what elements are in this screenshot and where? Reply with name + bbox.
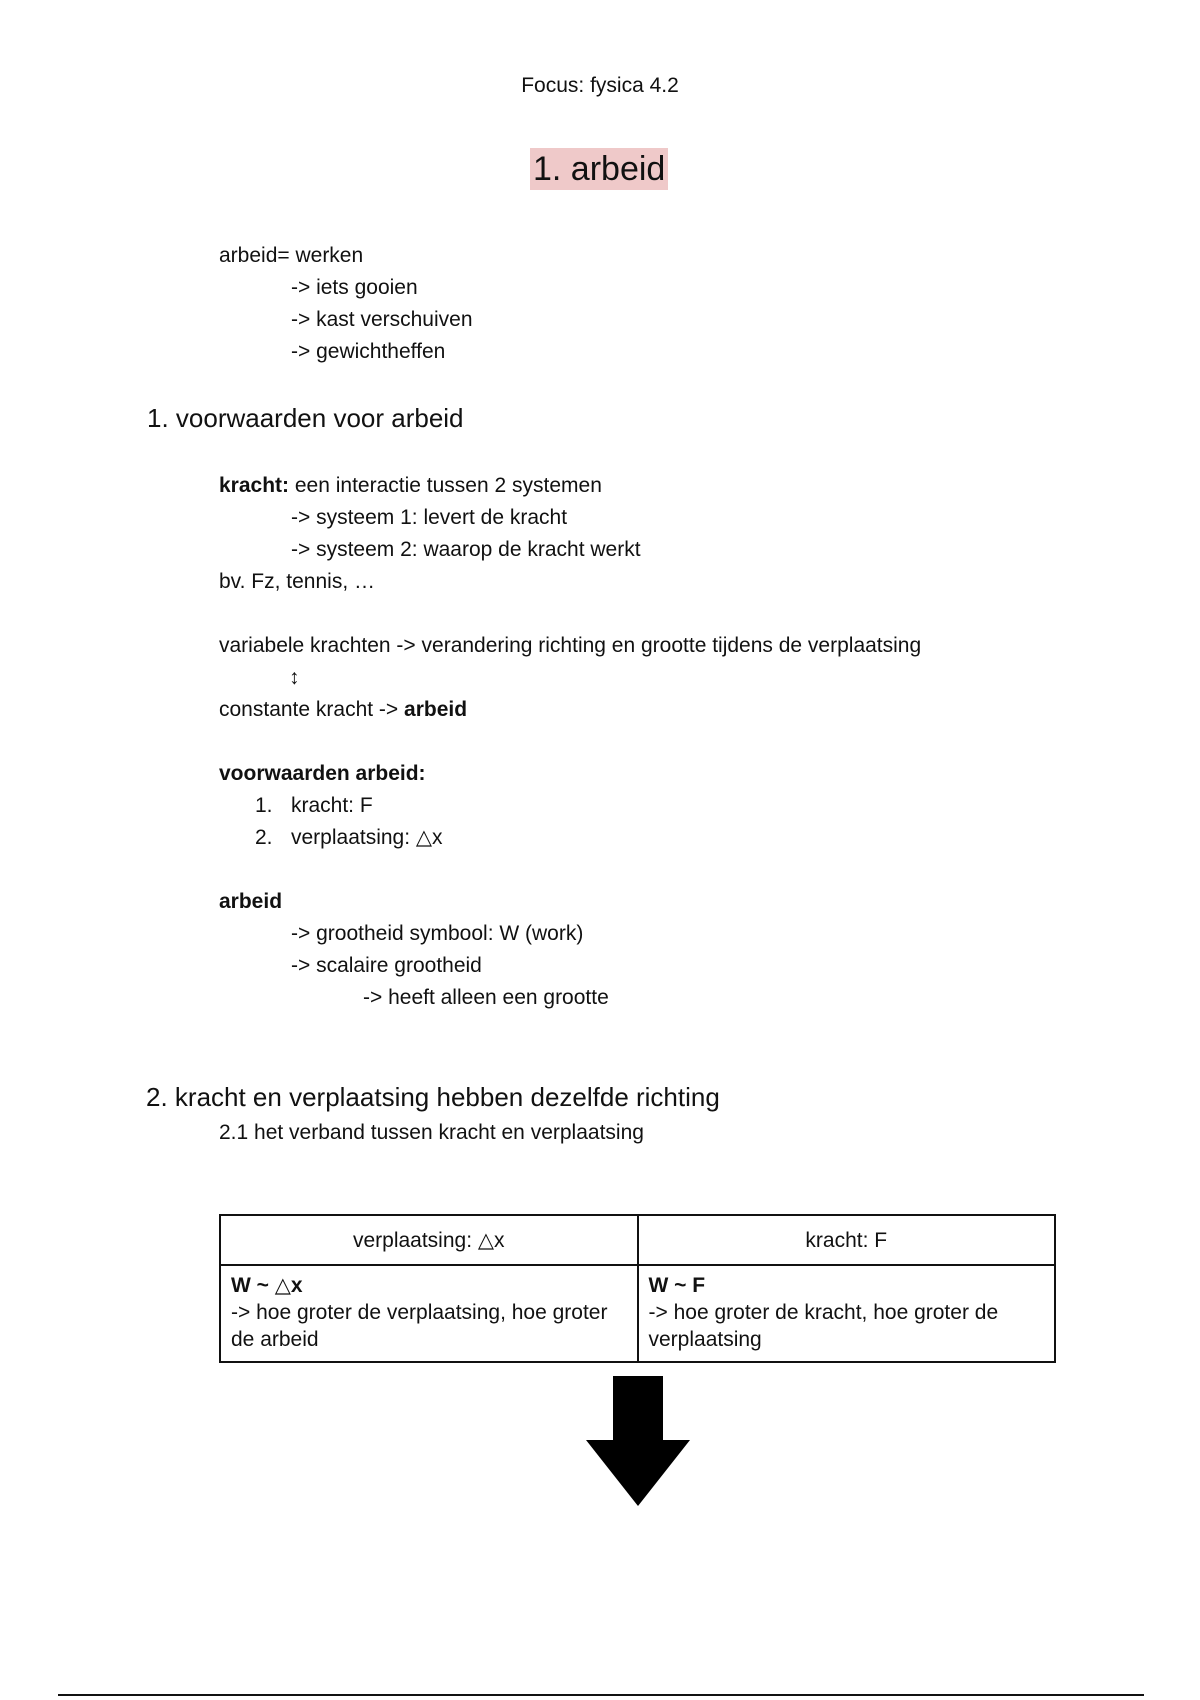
kracht-def: een interactie tussen 2 systemen [289, 474, 602, 497]
table-header-cell: verplaatsing: △x [220, 1215, 638, 1265]
table-cell [220, 1265, 638, 1362]
table-cell [638, 1265, 1056, 1362]
intro-item: -> kast verschuiven [291, 308, 473, 331]
kracht-term: kracht: [219, 474, 290, 497]
cell-formula: W ~ F [648, 1274, 706, 1297]
kracht-definition [219, 473, 602, 499]
constant-line [219, 697, 467, 723]
list-item: verplaatsing: △x [291, 826, 443, 849]
verband-table [219, 1214, 1056, 1363]
arbeid-subitem: -> heeft alleen een grootte [363, 986, 609, 1009]
intro-item: -> iets gooien [291, 276, 418, 299]
list-item-number: 2. [255, 826, 273, 849]
table-header-cell: kracht: F [638, 1215, 1056, 1265]
down-arrow-icon [586, 1376, 690, 1508]
list-item: kracht: F [291, 794, 373, 817]
intro-lead: arbeid= werken [219, 244, 364, 267]
arbeid-item: -> scalaire grootheid [291, 954, 482, 977]
page-header: Focus: fysica 4.2 [521, 74, 679, 97]
updown-arrow-icon: ↕ [289, 666, 300, 689]
cell-text: -> hoe groter de verplaatsing, hoe groter de arbeid [231, 1301, 608, 1351]
footer-divider [58, 1694, 1144, 1696]
section1-heading: 1. voorwaarden voor arbeid [147, 403, 464, 433]
intro-item: -> gewichtheffen [291, 340, 446, 363]
page-title: 1. arbeid [530, 148, 668, 190]
cell-text: -> hoe groter de kracht, hoe groter de verplaatsing [648, 1301, 999, 1351]
kracht-item: -> systeem 1: levert de kracht [291, 506, 568, 529]
section2-heading: 2. kracht en verplaatsing hebben dezelfde richting [146, 1082, 720, 1112]
arbeid-heading: arbeid [219, 890, 283, 913]
arbeid-item: -> grootheid symbool: W (work) [291, 922, 584, 945]
cell-formula: W ~ △x [231, 1274, 303, 1297]
section2-subheading: 2.1 het verband tussen kracht en verplaatsing [219, 1121, 644, 1144]
constant-prefix: constante kracht -> [219, 698, 405, 721]
variable-line: variabele krachten -> verandering richting en grootte tijdens de verplaatsing [219, 634, 922, 657]
table-header-row [220, 1215, 1055, 1265]
kracht-item: -> systeem 2: waarop de kracht werkt [291, 538, 641, 561]
example-line: bv. Fz, tennis, … [219, 570, 375, 593]
table-row [220, 1265, 1055, 1362]
list-item-number: 1. [255, 794, 273, 817]
voorwaarden-heading: voorwaarden arbeid: [219, 762, 426, 785]
constant-bold: arbeid [404, 698, 468, 721]
